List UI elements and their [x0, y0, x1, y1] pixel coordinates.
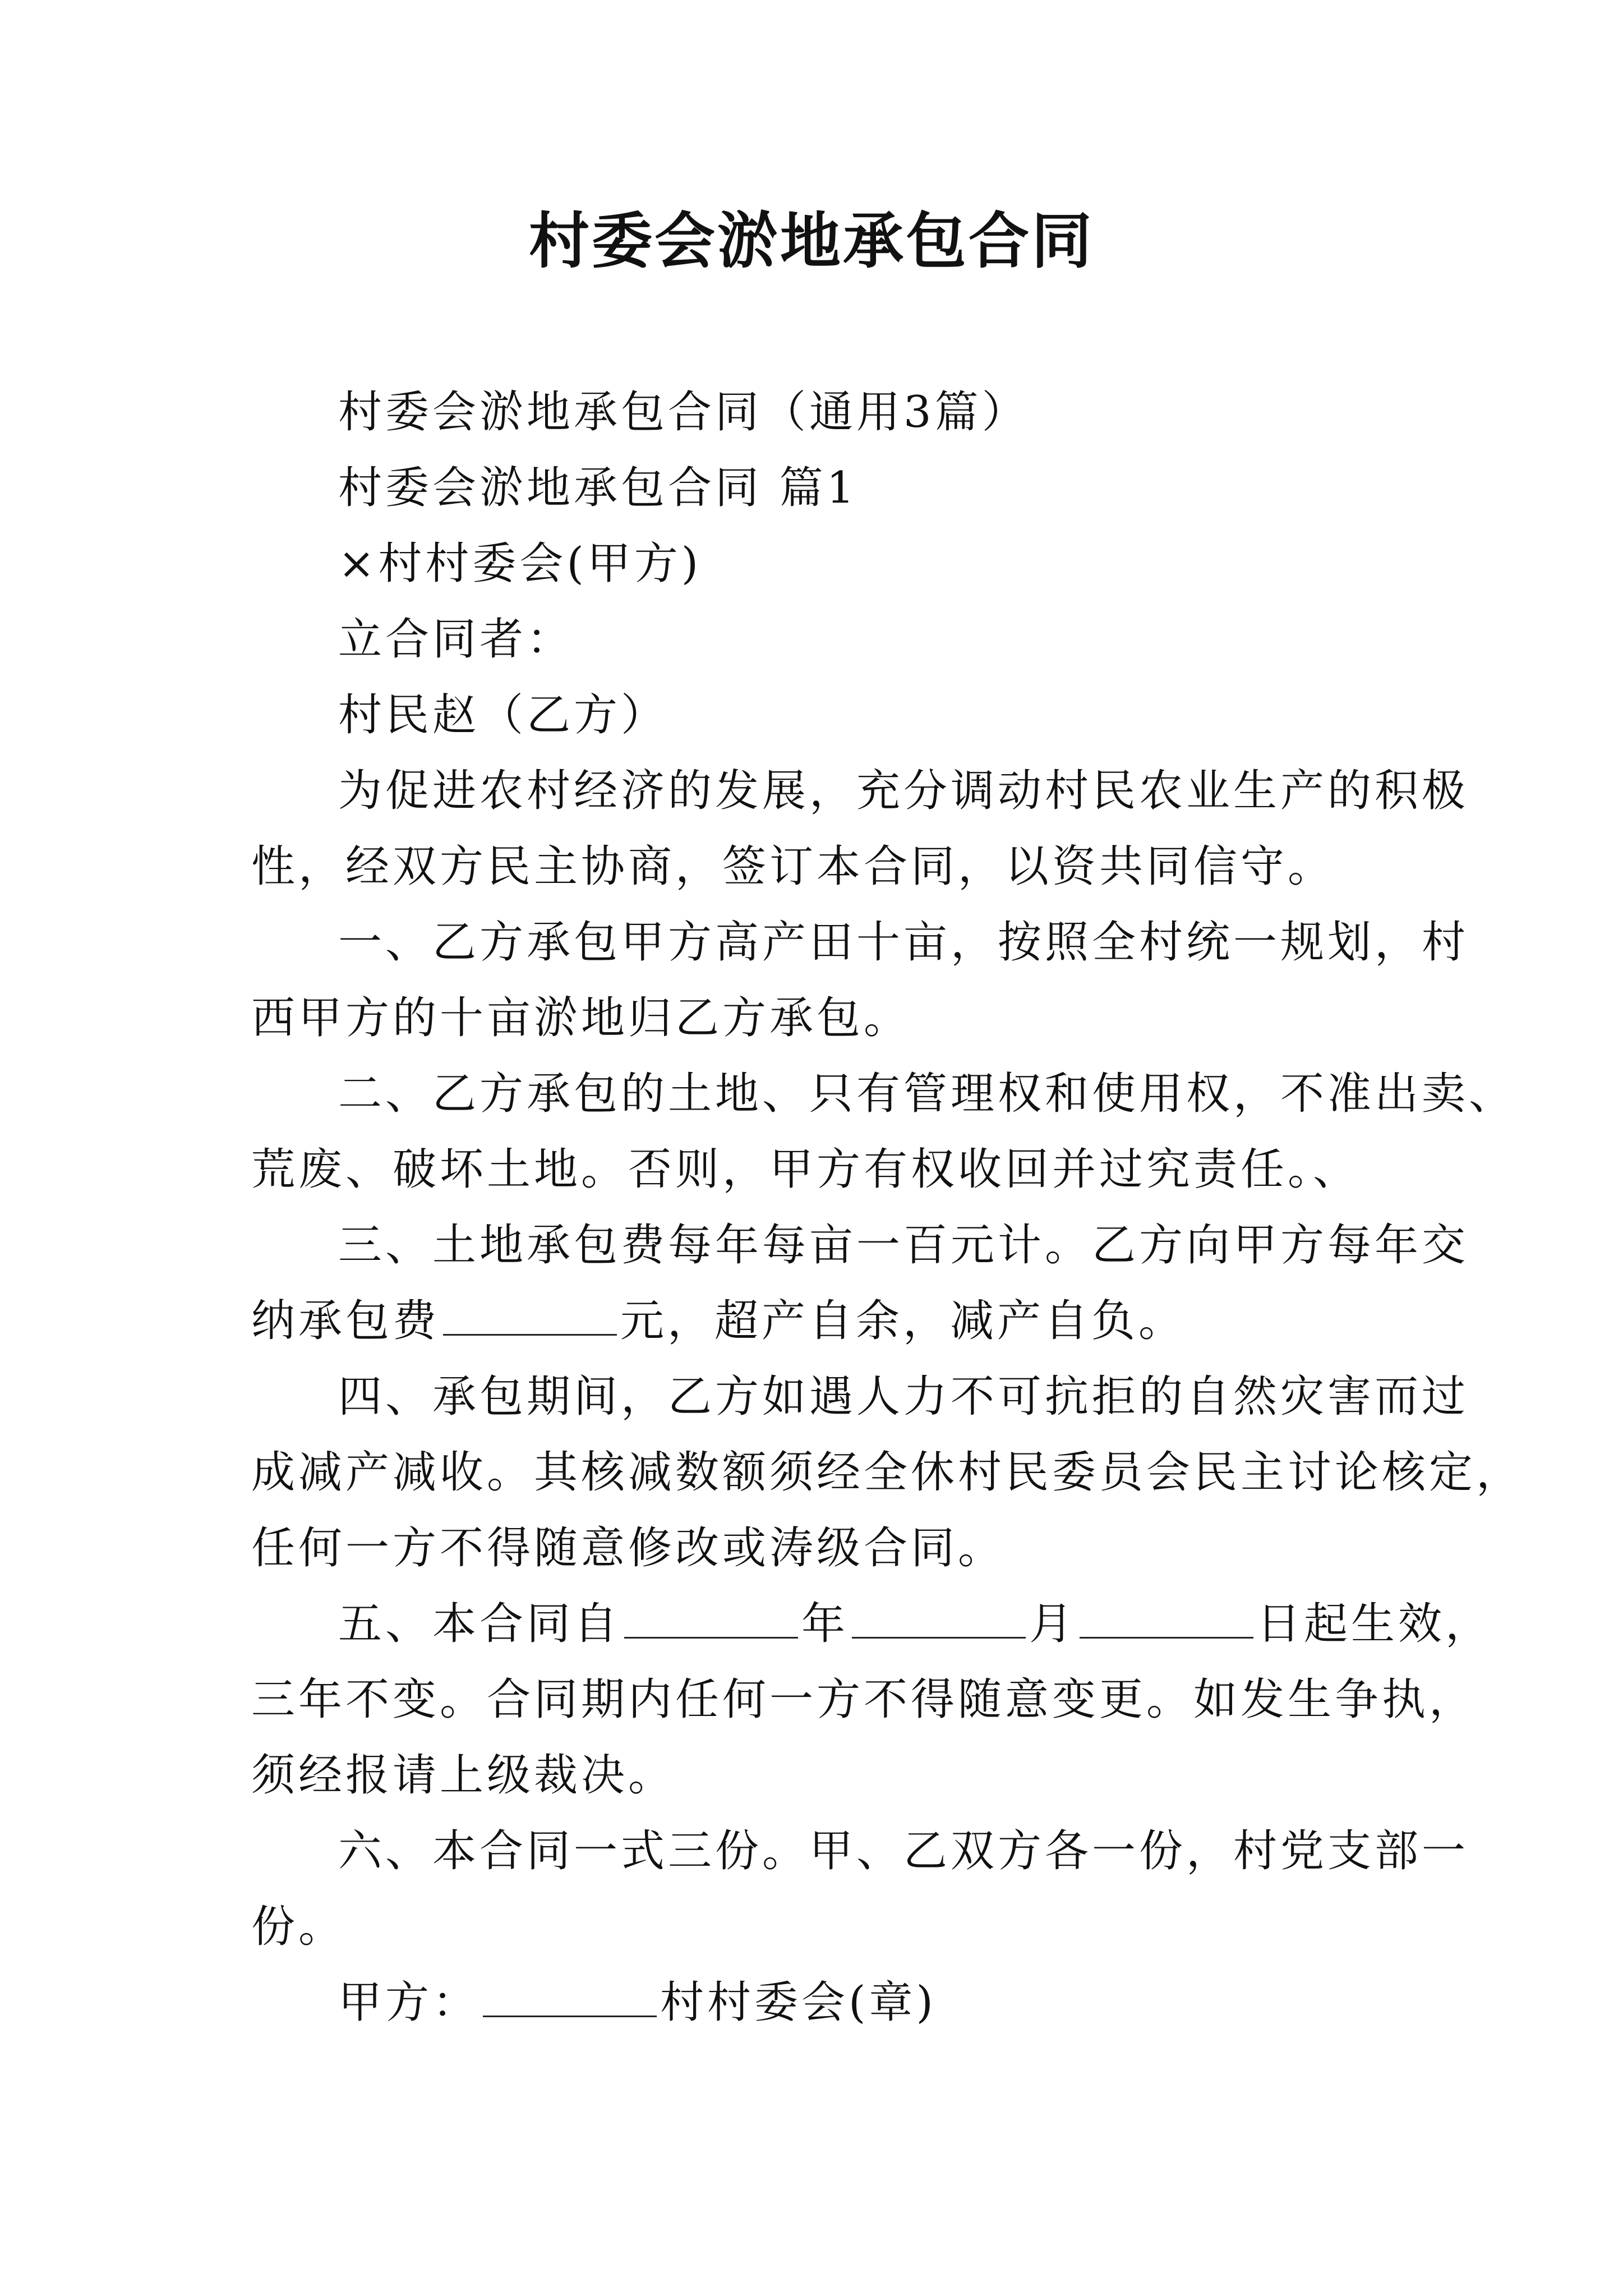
contract-signer-label: 立合同者：: [338, 614, 574, 665]
clause-4-line-1: 四、承包期间，乙方如遇人力不可抗拒的自然灾害而过: [338, 1372, 1469, 1422]
subtitle-general: 村委会淤地承包合同（通用3篇）: [338, 387, 1029, 438]
signature-line-party-a: [338, 1972, 1471, 2033]
clause-1-line-1: 一、乙方承包甲方高产田十亩，按照全村统一规划，村: [338, 917, 1469, 968]
clause-5-line-1: [338, 1593, 1493, 1655]
paragraph-intro-2: 性，经双方民主协商，签订本合同，以资共同信守。: [251, 841, 1335, 892]
clause-4-line-3: 任何一方不得随意修改或涛级合同。: [251, 1523, 1006, 1573]
clause-4-line-2: 成减产减收。其核减数额须经全休村民委员会民主讨论核定，: [251, 1447, 1524, 1498]
party-a-blank: [483, 1976, 657, 2017]
clause-2-line-2: 荒废、破坏土地。否则，甲方有权收回并过究责任。、: [251, 1144, 1361, 1195]
clause-6-line-1: 六、本合同一式三份。甲、乙双方各一份，村党支部一: [338, 1826, 1469, 1876]
month-label: 月: [1029, 1599, 1077, 1649]
document-title: 村委会淤地承包合同: [528, 206, 1094, 277]
day-label: 日起生效，: [1257, 1599, 1493, 1649]
section-heading: 村委会淤地承包合同 篇1: [338, 463, 858, 513]
effective-label: 五、本合同自: [338, 1599, 621, 1649]
clause-3-line-2: [251, 1290, 1384, 1352]
party-a-line: ×村村委会(甲方): [338, 539, 702, 589]
party-b-line: 村民赵（乙方）: [338, 690, 668, 740]
fee-suffix: 元，超产自余，减产自负。: [620, 1296, 1186, 1346]
year-label: 年: [801, 1599, 849, 1649]
year-blank: [624, 1598, 798, 1639]
paragraph-intro-1: 为促进农村经济的发展，充分调动村民农业生产的积极: [338, 766, 1469, 816]
party-a-label: 甲方：: [338, 1977, 480, 2028]
party-a-seal-label: 村村委会(章): [660, 1977, 937, 2028]
fee-blank: [443, 1295, 617, 1336]
clause-5-line-2: 三年不变。合同期内任何一方不得随意变更。如发生争执，: [251, 1674, 1477, 1725]
fee-label: 纳承包费: [251, 1296, 440, 1346]
clause-1-line-2: 西甲方的十亩淤地归乙方承包。: [251, 993, 911, 1043]
clause-5-line-3: 须经报请上级裁决。: [251, 1750, 676, 1801]
clause-2-line-1: 二、乙方承包的土地、只有管理权和使用权，不准出卖、: [338, 1069, 1516, 1119]
clause-3-line-1: 三、土地承包费每年每亩一百元计。乙方向甲方每年交: [338, 1220, 1469, 1271]
month-blank: [852, 1598, 1026, 1639]
day-blank: [1080, 1598, 1253, 1639]
clause-6-line-2: 份。: [251, 1902, 346, 1952]
